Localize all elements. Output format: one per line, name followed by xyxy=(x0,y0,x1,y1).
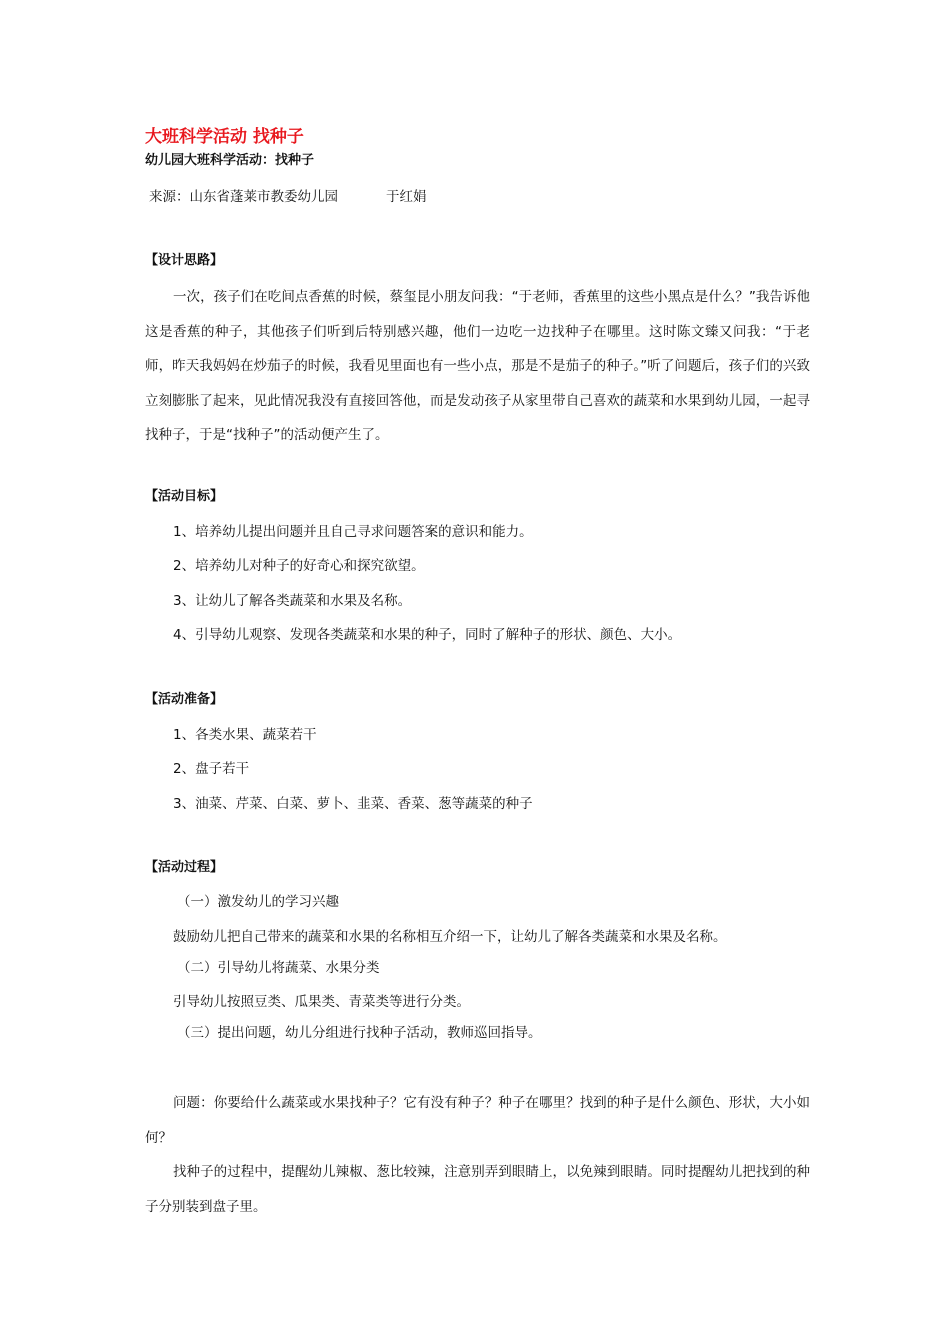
design-paragraph: 一次，孩子们在吃间点香蕉的时候，蔡玺昆小朋友问我：“于老师，香蕉里的这些小黑点是什么？”我告诉他这是香蕉的种子，其他孩子们听到后特别感兴趣，他们一边吃一边找种子在哪里。这时陈文臻又问我：“于老师，昨天我妈妈在炒茄子的时候，我看见里面也有一些小点，那是不是茄子的种子。”听了问题后，孩子们的兴致立刻膨胀了起来，见此情况我没有直接回答他，而是发动孩子从家里带自己喜欢的蔬菜和水果到幼儿园，一起寻找种子，于是“找种子”的活动便产生了。 xyxy=(145,289,810,443)
process-step-3: （三）提出问题，幼儿分组进行找种子活动，教师巡回指导。 xyxy=(177,1025,542,1041)
note-paragraph: 找种子的过程中，提醒幼儿辣椒、葱比较辣，注意别弄到眼睛上，以免辣到眼睛。同时提醒幼儿把找到的种子分别装到盘子里。 xyxy=(145,1164,810,1215)
design-heading: 【设计思路】 xyxy=(145,253,224,268)
goals-heading: 【活动目标】 xyxy=(145,489,224,504)
prep-item-3: 3、油菜、芹菜、白菜、萝卜、韭菜、香菜、葱等蔬菜的种子 xyxy=(173,796,533,812)
prep-heading: 【活动准备】 xyxy=(145,692,224,707)
goal-item-3: 3、让幼儿了解各类蔬菜和水果及名称。 xyxy=(173,593,412,609)
author-name: 于红娟 xyxy=(386,189,427,205)
process-step-1: （一）激发幼儿的学习兴趣 xyxy=(177,894,339,910)
process-step-1-text: 鼓励幼儿把自己带来的蔬菜和水果的名称相互介绍一下，让幼儿了解各类蔬菜和水果及名称。 xyxy=(173,929,727,945)
process-step-2: （二）引导幼儿将蔬菜、水果分类 xyxy=(177,960,380,976)
process-heading: 【活动过程】 xyxy=(145,860,224,875)
goal-item-4: 4、引导幼儿观察、发现各类蔬菜和水果的种子，同时了解种子的形状、颜色、大小。 xyxy=(173,627,682,643)
goal-item-1: 1、培养幼儿提出问题并且自己寻求问题答案的意识和能力。 xyxy=(173,524,533,540)
process-step-2-text: 引导幼儿按照豆类、瓜果类、青菜类等进行分类。 xyxy=(173,994,470,1010)
document-title: 大班科学活动 找种子 xyxy=(145,127,304,147)
question-paragraph: 问题：你要给什么蔬菜或水果找种子？它有没有种子？种子在哪里？找到的种子是什么颜色、形状，大小如何？ xyxy=(145,1095,810,1146)
document-subtitle: 幼儿园大班科学活动：找种子 xyxy=(145,153,315,168)
source-line xyxy=(149,188,427,206)
goal-item-2: 2、培养幼儿对种子的好奇心和探究欲望。 xyxy=(173,558,425,574)
source-text: 来源：山东省蓬莱市教委幼儿园 xyxy=(149,189,338,205)
prep-item-1: 1、各类水果、蔬菜若干 xyxy=(173,727,317,743)
prep-item-2: 2、盘子若干 xyxy=(173,761,250,777)
